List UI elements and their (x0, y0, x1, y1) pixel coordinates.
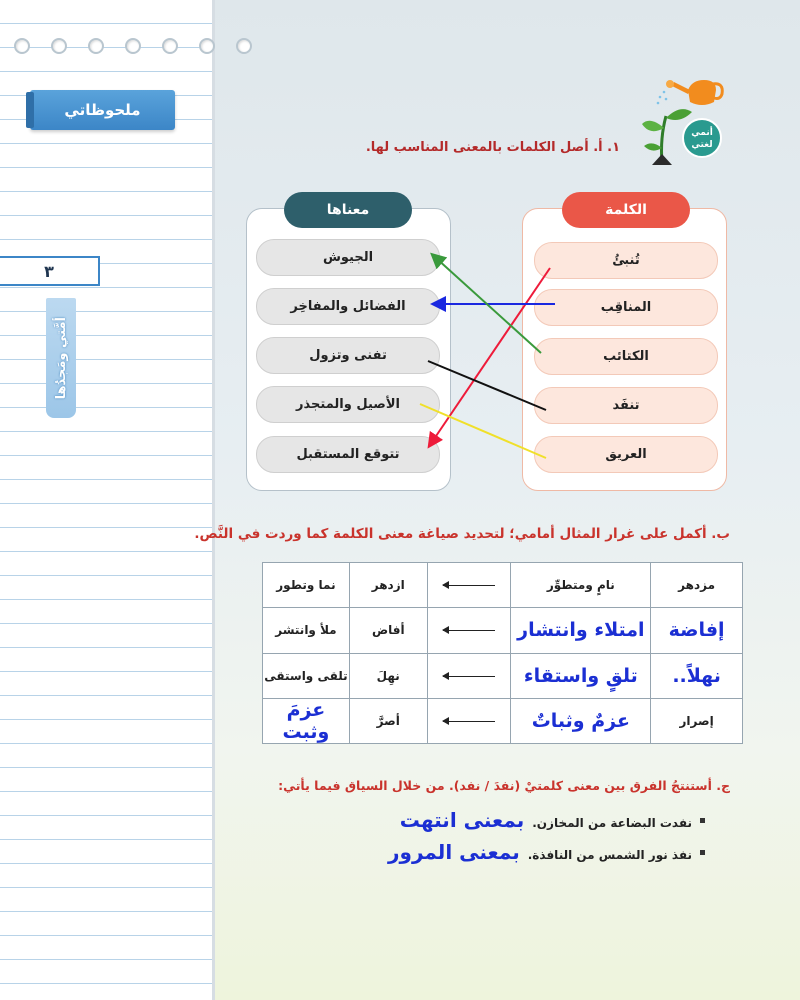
arrow-left-icon (443, 721, 495, 722)
notes-sidebar (0, 0, 215, 1000)
meanings-header: معناها (284, 192, 412, 228)
section-b-instruction: ب. أكمل على غرار المثال أمامي؛ لتحديد صياغة معنى الكلمة كما وردت في النَّص. (194, 526, 730, 542)
word-item[interactable]: المناقِب (534, 289, 718, 326)
arrow-left-icon (443, 676, 495, 677)
table-cell: مزدهر (651, 563, 743, 608)
unit-name-tab (46, 298, 76, 418)
arrow-cell (427, 608, 511, 653)
table-cell: نما وتطور (263, 563, 350, 608)
sentence-text: نفدت البضاعة من المخازن. (532, 816, 692, 830)
words-header: الكلمة (562, 192, 690, 228)
word-item[interactable]: تنفَد (534, 387, 718, 424)
table-cell: نامٍ ومتطوِّر (511, 563, 651, 608)
section-c-instruction: ج. أستنتجُ الفرق بين معنى كلمتيْ (نفدَ / نفد). من خلال السياق فيما يأتي: (278, 778, 730, 793)
exercise-instruction: ١. أ. أصل الكلمات بالمعنى المناسب لها. (365, 140, 620, 155)
binder-hole (88, 38, 104, 54)
word-item[interactable]: العريق (534, 436, 718, 473)
sentence-text: نفذ نور الشمس من النافذة. (527, 848, 692, 862)
table-cell: نهِلَ (349, 653, 427, 698)
binder-hole (236, 38, 252, 54)
table-row (263, 563, 743, 608)
arrow-left-icon (443, 630, 495, 631)
meaning-item[interactable]: تتوقع المستقبل (256, 436, 440, 473)
meaning-table (262, 562, 743, 744)
binder-hole (125, 38, 141, 54)
list-item (400, 808, 705, 832)
arrow-cell (427, 563, 511, 608)
meaning-item[interactable]: الجيوش (256, 239, 440, 276)
handwritten-answer[interactable]: نهلاً.. (651, 653, 743, 698)
binder-hole (51, 38, 67, 54)
binder-hole (162, 38, 178, 54)
unit-number: ٣ (0, 256, 100, 286)
list-item (388, 840, 705, 864)
handwritten-answer[interactable]: تلقٍ واستقاء (511, 653, 651, 698)
meaning-item[interactable]: الفضائل والمفاخِر (256, 288, 440, 325)
word-item[interactable]: الكتائب (534, 338, 718, 375)
notes-title: ملحوظاتي (30, 90, 175, 130)
table-row (263, 653, 743, 698)
meaning-item[interactable]: تفنى وتزول (256, 337, 440, 374)
table-row (263, 608, 743, 653)
table-cell: ملأ وانتشر (263, 608, 350, 653)
handwritten-answer[interactable]: بمعنى انتهت (399, 808, 525, 832)
bullet-icon (700, 850, 705, 855)
handwritten-answer[interactable]: إفاضة (651, 608, 743, 653)
unit-name: أمَّتي ومَجدُها (53, 316, 69, 400)
handwritten-answer[interactable]: عزمٌ وثباتٌ (511, 698, 651, 743)
table-cell: ازدهر (349, 563, 427, 608)
plant-icon (632, 68, 732, 168)
arrow-left-icon (443, 585, 495, 586)
handwritten-answer[interactable]: بمعنى المرور (388, 840, 520, 864)
arrow-cell (427, 653, 511, 698)
handwritten-answer[interactable]: امتلاء وانتشار (511, 608, 651, 653)
bullet-icon (700, 818, 705, 823)
table-cell: تلقى واستقى (263, 653, 350, 698)
watering-can-icon (666, 80, 722, 105)
table-cell: أفاض (349, 608, 427, 653)
binder-hole (199, 38, 215, 54)
svg-text:أنمي: أنمي (691, 128, 713, 138)
binder-holes (14, 38, 252, 54)
handwritten-answer[interactable]: عزمَ وثبت (263, 698, 350, 743)
word-item[interactable]: تُنبئُ (534, 242, 718, 279)
table-cell: أصرَّ (349, 698, 427, 743)
svg-text:لغتي: لغتي (691, 140, 713, 150)
table-row (263, 698, 743, 743)
meaning-item[interactable]: الأصيل والمتجذر (256, 386, 440, 423)
table-cell: إصرار (651, 698, 743, 743)
arrow-cell (427, 698, 511, 743)
binder-hole (14, 38, 30, 54)
